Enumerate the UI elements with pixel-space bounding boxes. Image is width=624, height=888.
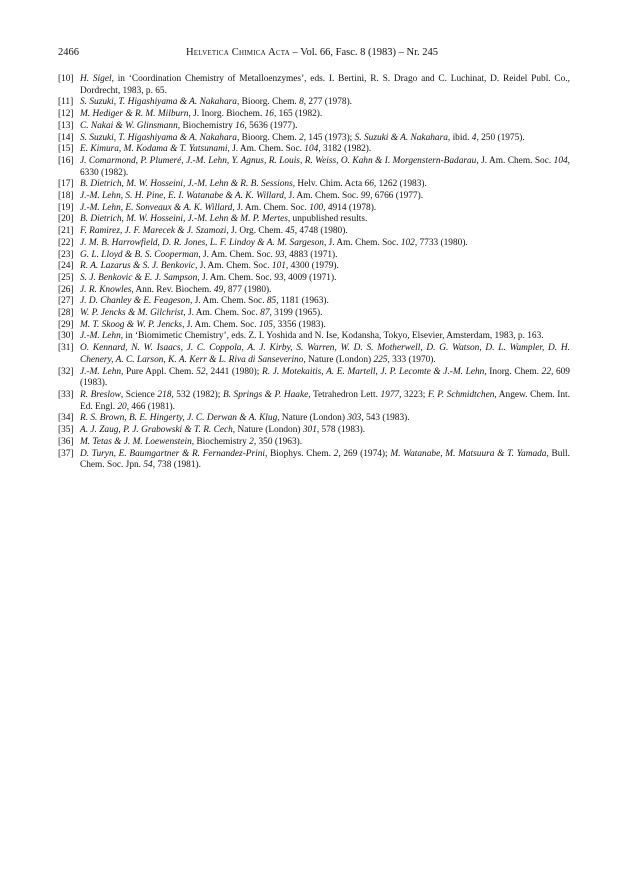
reference-italic-segment: 20 xyxy=(117,401,127,412)
reference-italic-segment: 1977 xyxy=(380,389,400,400)
reference-number: [22] xyxy=(58,237,74,248)
reference-segment: , Tetrahedron Lett. xyxy=(308,389,381,400)
reference-number: [18] xyxy=(58,191,74,202)
reference-italic-segment: 104 xyxy=(304,144,319,155)
reference-italic-segment: 303 xyxy=(347,413,362,424)
reference-number: [30] xyxy=(58,331,74,342)
reference-italic-segment: F. P. Schmidtchen xyxy=(427,389,495,400)
reference-item xyxy=(58,144,570,156)
reference-italic-segment: 16 xyxy=(264,109,274,120)
reference-italic-segment: 49 xyxy=(213,284,224,295)
reference-italic-segment: M. Tetas & J. M. Loewenstein xyxy=(80,436,192,447)
reference-italic-segment: 105 xyxy=(258,319,273,330)
reference-item xyxy=(58,285,570,297)
reference-segment: , J. Org. Chem. xyxy=(226,226,286,237)
reference-text xyxy=(80,261,570,273)
reference-segment: , J. Am. Chem. Soc. xyxy=(197,272,275,283)
reference-number: [11] xyxy=(58,97,74,108)
reference-italic-segment: G. L. Lloyd & B. S. Cooperman xyxy=(80,249,199,260)
reference-segment: , 738 (1981). xyxy=(152,460,201,471)
reference-text xyxy=(80,214,570,226)
reference-italic-segment: J.-M. Lehn xyxy=(80,331,121,342)
reference-item xyxy=(58,296,570,308)
reference-item xyxy=(58,203,570,215)
reference-text xyxy=(80,413,570,425)
reference-italic-segment: A. J. Zaug, P. J. Grabowski & T. R. Cech xyxy=(80,425,233,436)
reference-number: [13] xyxy=(58,120,74,131)
reference-item xyxy=(58,226,570,238)
reference-italic-segment: 22 xyxy=(541,366,551,377)
reference-italic-segment: 218 xyxy=(157,389,172,400)
reference-number: [29] xyxy=(58,319,74,330)
reference-segment: , J. Am. Chem. Soc. xyxy=(198,249,276,260)
reference-segment: , Biophys. Chem. xyxy=(265,448,334,459)
reference-segment: , 466 (1981). xyxy=(126,401,175,412)
reference-segment: , 4883 (1971). xyxy=(284,249,338,260)
reference-segment: , 350 (1963). xyxy=(253,436,303,447)
reference-text xyxy=(80,203,570,215)
reference-segment: , Science xyxy=(120,389,158,400)
reference-text xyxy=(80,308,570,320)
reference-italic-segment: 93 xyxy=(275,249,285,260)
reference-segment: , 1262 (1983). xyxy=(373,179,427,190)
reference-number: [26] xyxy=(58,284,74,295)
reference-italic-segment: F. Ramirez, J. F. Marecek & J. Szamozi xyxy=(80,226,227,237)
reference-italic-segment: J. M. B. Harrowfield, D. R. Jones, L. F. Lindoy & A. M. Sargeson xyxy=(80,237,324,248)
reference-italic-segment: 99 xyxy=(360,191,371,202)
reference-item xyxy=(58,437,570,449)
reference-item xyxy=(58,308,570,320)
reference-segment: , unpublished results. xyxy=(287,214,368,225)
reference-italic-segment: R. S. Brown, B. E. Hingerty, J. C. Derwan & A. Klug xyxy=(80,413,278,424)
reference-segment: , 250 (1975). xyxy=(476,132,525,143)
reference-italic-segment: B. Dietrich, M. W. Hosseini, J.-M. Lehn & R. B. Sessions xyxy=(80,179,293,190)
reference-segment: , 269 (1974); xyxy=(338,448,391,459)
reference-segment: , 7733 (1980). xyxy=(414,237,468,248)
reference-italic-segment: 2 xyxy=(333,448,339,459)
reference-number: [23] xyxy=(58,249,74,260)
reference-segment: , 4009 (1971). xyxy=(283,272,337,283)
reference-italic-segment: W. P. Jencks & M. Gilchrist xyxy=(80,308,184,319)
reference-segment: , Biochemistry xyxy=(191,436,250,447)
reference-text xyxy=(80,296,570,308)
reference-number: [10] xyxy=(58,74,74,84)
reference-item xyxy=(58,191,570,203)
reference-italic-segment: 45 xyxy=(285,226,295,237)
reference-item xyxy=(58,425,570,437)
reference-number: [19] xyxy=(58,202,74,213)
reference-number: [16] xyxy=(58,155,74,166)
reference-number: [14] xyxy=(58,132,74,143)
reference-segment: , J. Inorg. Biochem. xyxy=(188,109,265,120)
reference-item xyxy=(58,343,570,366)
reference-segment: , 165 (1982). xyxy=(273,109,323,120)
journal-name: Helvetica Chimica Acta xyxy=(186,47,290,58)
reference-italic-segment: R. Breslow xyxy=(80,389,121,400)
reference-item xyxy=(58,214,570,226)
reference-segment: , J. Am. Chem. Soc. xyxy=(323,237,401,248)
reference-italic-segment: E. Kimura, M. Kodama & T. Yatsunami xyxy=(80,144,228,155)
reference-segment: , Nature (London) xyxy=(232,425,303,436)
reference-list xyxy=(58,74,570,472)
reference-segment: , 4300 (1979). xyxy=(285,261,339,272)
reference-text xyxy=(80,109,570,121)
reference-text xyxy=(80,449,570,472)
reference-number: [32] xyxy=(58,366,74,377)
reference-segment: , J. Am. Chem. Soc. xyxy=(227,144,305,155)
reference-italic-segment: J. D. Chanley & E. Feageson xyxy=(80,296,191,307)
reference-segment: , J. Am. Chem. Soc. xyxy=(476,155,554,166)
reference-italic-segment: 54 xyxy=(143,460,153,471)
reference-italic-segment: 2 xyxy=(299,132,304,143)
reference-number: [27] xyxy=(58,296,74,307)
reference-italic-segment: 87 xyxy=(260,308,270,319)
reference-segment: , 6766 (1977). xyxy=(370,191,424,202)
reference-italic-segment: H. Sigel xyxy=(80,74,112,84)
reference-item xyxy=(58,74,570,97)
reference-segment: , 3356 (1983). xyxy=(272,319,326,330)
issue-info: – Vol. 66, Fasc. 8 (1983) – Nr. 245 xyxy=(289,47,438,58)
reference-number: [21] xyxy=(58,226,74,237)
reference-segment: , J. Am. Chem. Soc. xyxy=(195,261,272,272)
reference-italic-segment: O. Kennard, N. W. Isaacs, J. C. Coppola, A. J. Kirby, S. Warren, W. D. S. Motherwell, D. G. Watson, D. L. Wampler, D. H. Chenery, A. C. Larson, K. A. Kerr & L. Riva di Sanseverino xyxy=(80,343,570,365)
reference-italic-segment: D. Turyn, E. Baumgartner & R. Fernandez-Prini xyxy=(80,448,266,459)
reference-text xyxy=(80,156,570,179)
reference-italic-segment: J.-M. Lehn, E. Sonveaux & A. K. Willard xyxy=(80,202,233,213)
reference-item xyxy=(58,413,570,425)
reference-italic-segment: 104 xyxy=(553,155,568,166)
reference-text xyxy=(80,133,570,145)
reference-italic-segment: 66 xyxy=(364,179,374,190)
reference-number: [28] xyxy=(58,308,74,319)
reference-number: [20] xyxy=(58,214,74,225)
reference-italic-segment: J. Comarmond, P. Plumeré, J.-M. Lehn, Y. Agnus, R. Louis, R. Weiss, O. Kahn & I. Morgenstern-Badarau xyxy=(80,155,477,166)
reference-italic-segment: 2 xyxy=(249,436,254,447)
reference-italic-segment: J.-M. Lehn xyxy=(80,366,122,377)
reference-segment: , J. Am. Chem. Soc. xyxy=(183,308,261,319)
reference-segment: , 145 (1973); xyxy=(303,132,355,143)
reference-number: [12] xyxy=(58,109,74,120)
reference-segment: , 333 (1970). xyxy=(387,354,436,365)
reference-segment: , 1181 (1963). xyxy=(276,296,329,307)
reference-segment: , Biochemistry xyxy=(177,120,236,131)
reference-segment: , ibid. xyxy=(447,132,472,143)
reference-text xyxy=(80,320,570,332)
reference-text xyxy=(80,250,570,262)
reference-text xyxy=(80,179,570,191)
reference-item xyxy=(58,331,570,343)
reference-text xyxy=(80,226,570,238)
reference-italic-segment: 16 xyxy=(235,120,245,131)
reference-item xyxy=(58,238,570,250)
reference-text xyxy=(80,331,570,343)
reference-segment: , in ‘Coordination Chemistry of Metalloenzymes’, eds. I. Bertini, R. S. Drago and C. Luchinat, D. Reidel Publ. Co., Dordrecht, 1983, p. 65. xyxy=(80,74,571,96)
reference-item xyxy=(58,109,570,121)
reference-text xyxy=(80,74,570,97)
reference-segment: , 4914 (1978). xyxy=(323,202,377,213)
reference-number: [31] xyxy=(58,343,74,354)
reference-segment: , 532 (1982); xyxy=(171,389,223,400)
reference-item xyxy=(58,390,570,413)
reference-italic-segment: S. Suzuki, T. Higashiyama & A. Nakahara xyxy=(80,97,237,108)
reference-item xyxy=(58,273,570,285)
reference-segment: , Bioorg. Chem. xyxy=(236,132,300,143)
reference-italic-segment: S. Suzuki, T. Higashiyama & A. Nakahara xyxy=(80,132,237,143)
reference-text xyxy=(80,191,570,203)
reference-item xyxy=(58,97,570,109)
reference-number: [24] xyxy=(58,261,74,272)
reference-item xyxy=(58,133,570,145)
reference-italic-segment: M. Watanabe, M. Matsuura & T. Yamada xyxy=(390,448,547,459)
reference-segment: , Inorg. Chem. xyxy=(484,366,542,377)
reference-segment: , Bull. Chem. Soc. Jpn. xyxy=(80,448,570,471)
reference-italic-segment: 225 xyxy=(373,354,388,365)
reference-item xyxy=(58,250,570,262)
reference-number: [34] xyxy=(58,413,74,424)
reference-text xyxy=(80,97,570,109)
reference-italic-segment: 8 xyxy=(299,97,304,108)
reference-italic-segment: 52 xyxy=(196,366,206,377)
reference-italic-segment: S. J. Benkovic & E. J. Sampson xyxy=(80,272,198,283)
reference-segment: , Angew. Chem. Int. Ed. Engl. xyxy=(80,389,570,412)
reference-text xyxy=(80,144,570,156)
reference-segment: , in ‘Biomimetic Chemistry’, eds. Z. I. Yoshida and N. Ise, Kodansha, Tokyo, Elsevier, Amsterdam, 1983, p. 163. xyxy=(120,331,544,342)
reference-italic-segment: 4 xyxy=(471,132,477,143)
reference-segment: , Helv. Chim. Acta xyxy=(292,179,365,190)
reference-item xyxy=(58,156,570,179)
reference-italic-segment: C. Nakai & W. Glinsmann xyxy=(80,120,178,131)
reference-segment: , Nature (London) xyxy=(303,354,374,365)
reference-italic-segment: 102 xyxy=(400,237,415,248)
reference-italic-segment: R. A. Lazarus & S. J. Benkovic xyxy=(80,261,196,272)
reference-text xyxy=(80,367,570,390)
reference-item xyxy=(58,261,570,273)
reference-italic-segment: J. R. Knowles xyxy=(80,284,132,295)
reference-segment: , 277 (1978). xyxy=(303,97,353,108)
reference-segment: , 4748 (1980). xyxy=(294,226,348,237)
reference-segment: , J. Am. Chem. Soc. xyxy=(190,296,267,307)
reference-segment: , J. Am. Chem. Soc. xyxy=(182,319,259,330)
reference-segment: , Bioorg. Chem. xyxy=(236,97,300,108)
reference-italic-segment: J.-M. Lehn, S. H. Pine, E. I. Watanabe & A. K. Willard xyxy=(80,191,284,202)
reference-number: [17] xyxy=(58,179,74,190)
reference-item xyxy=(58,367,570,390)
reference-italic-segment: 100 xyxy=(309,202,324,213)
reference-italic-segment: 93 xyxy=(274,272,284,283)
reference-italic-segment: S. Suzuki & A. Nakahara xyxy=(354,132,448,143)
reference-segment: , J. Am. Chem. Soc. xyxy=(283,191,361,202)
reference-segment: , 3223; xyxy=(399,389,428,400)
reference-segment: , 877 (1980). xyxy=(223,284,272,295)
reference-number: [36] xyxy=(58,436,74,447)
reference-segment: , 609 (1983). xyxy=(80,366,570,389)
reference-text xyxy=(80,238,570,250)
reference-segment: , Pure Appl. Chem. xyxy=(121,366,197,377)
reference-item xyxy=(58,320,570,332)
reference-number: [37] xyxy=(58,448,74,459)
page-number: 2466 xyxy=(58,47,79,58)
reference-italic-segment: R. J. Motekaitis, A. E. Martell, J. P. Lecomte & J.-M. Lehn xyxy=(262,366,485,377)
reference-number: [33] xyxy=(58,389,74,400)
reference-segment: , 578 (1983). xyxy=(316,425,366,436)
reference-italic-segment: B. Springs & P. Haake xyxy=(222,389,309,400)
reference-segment: , 2441 (1980); xyxy=(205,366,263,377)
reference-italic-segment: 101 xyxy=(271,261,286,272)
reference-italic-segment: M. Hediger & R. M. Milburn xyxy=(80,109,189,120)
reference-segment: , 3199 (1965). xyxy=(269,308,323,319)
reference-item xyxy=(58,121,570,133)
reference-text xyxy=(80,285,570,297)
reference-italic-segment: 85 xyxy=(266,296,277,307)
reference-segment: , 3182 (1982). xyxy=(318,144,372,155)
reference-text xyxy=(80,437,570,449)
reference-segment: , 543 (1983). xyxy=(361,413,410,424)
reference-text xyxy=(80,343,570,366)
reference-segment: , Nature (London) xyxy=(277,413,348,424)
reference-text xyxy=(80,425,570,437)
reference-text xyxy=(80,273,570,285)
reference-segment: , 6330 (1982). xyxy=(80,155,570,178)
reference-segment: , J. Am. Chem. Soc. xyxy=(232,202,310,213)
reference-number: [15] xyxy=(58,144,74,155)
reference-text xyxy=(80,390,570,413)
reference-item xyxy=(58,179,570,191)
reference-italic-segment: M. T. Skoog & W. P. Jencks xyxy=(80,319,183,330)
reference-item xyxy=(58,449,570,472)
reference-segment: , Ann. Rev. Biochem. xyxy=(131,284,214,295)
reference-segment: , 5636 (1977). xyxy=(244,120,298,131)
reference-number: [35] xyxy=(58,425,74,436)
reference-italic-segment: B. Dietrich, M. W. Hosseini, J.-M. Lehn & M. P. Mertes xyxy=(80,214,288,225)
reference-italic-segment: 301 xyxy=(302,425,317,436)
running-head xyxy=(186,46,438,60)
page-header xyxy=(58,46,570,60)
reference-number: [25] xyxy=(58,272,74,283)
reference-text xyxy=(80,121,570,133)
